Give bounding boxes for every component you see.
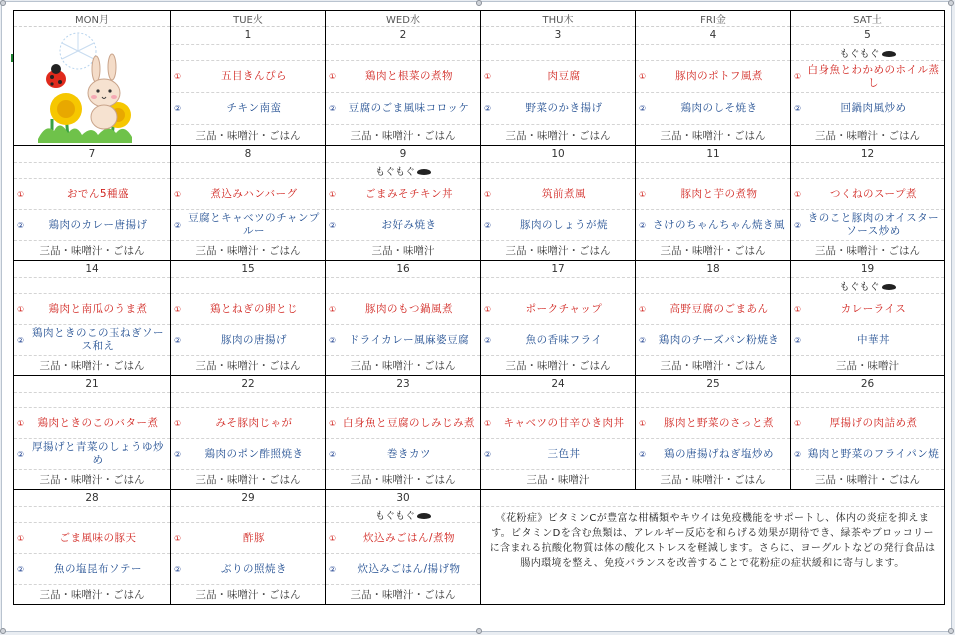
event-cell (636, 44, 791, 61)
dish-number-2: ② (484, 104, 492, 114)
side-dish-cell: 三品・味噌汁・ごはん (326, 125, 481, 146)
dish-number-2: ② (794, 449, 802, 459)
menu-cell[interactable] (171, 179, 326, 210)
main-dish-2: チキン南蛮 (226, 102, 282, 115)
menu-cell[interactable] (791, 179, 945, 210)
dish-number-2: ② (794, 220, 802, 230)
mogumogu-label: もぐもぐ (375, 511, 415, 522)
mogumogu-swirl-icon (417, 513, 431, 519)
date-row (14, 146, 945, 163)
main-dish-1: 炊込みごはん/煮物 (362, 531, 456, 544)
dish-number-2: ② (639, 335, 647, 345)
main-dish-1: ポークチャップ (525, 302, 603, 315)
menu-cell[interactable] (171, 408, 326, 439)
menu-cell[interactable] (481, 294, 636, 325)
menu-calendar-table (13, 10, 945, 605)
dish-number-2: ② (794, 104, 802, 114)
side-dish-cell: 三品・味噌汁・ごはん (481, 125, 636, 146)
main-dish-2: 鶏肉ときのこの玉ねぎソース和え (32, 327, 164, 352)
side-dish-cell: 三品・味噌汁・ごはん (326, 356, 481, 376)
date-cell: 7 (14, 146, 171, 163)
main-dish-1: 豚肉と野菜のさっと煮 (664, 416, 774, 429)
date-cell: 25 (636, 376, 791, 393)
dish-number-2: ② (639, 104, 647, 114)
date-row (14, 376, 945, 393)
main-dish-2: 豚肉の唐揚げ (221, 333, 287, 346)
mogumogu-swirl-icon (417, 169, 431, 175)
event-cell (636, 278, 791, 294)
main-dish-1: つくねのスープ煮 (830, 187, 917, 200)
dish-number-2: ② (639, 220, 647, 230)
date-cell: 10 (481, 146, 636, 163)
dish-number-1: ① (794, 189, 802, 199)
corner-handle-icon[interactable] (948, 628, 954, 634)
event-cell (14, 163, 171, 179)
main-dish-2: 回鍋肉風炒め (840, 102, 907, 115)
corner-handle-icon[interactable] (948, 0, 954, 6)
dish-number-1: ① (174, 304, 182, 314)
main-dish-2: 野菜のかき揚げ (525, 102, 603, 115)
side-dish-cell: 三品・味噌汁・ごはん (636, 241, 791, 261)
event-cell (171, 507, 326, 523)
date-cell: 5 (791, 27, 945, 45)
date-cell: 14 (14, 261, 171, 278)
date-cell: 30 (326, 490, 481, 507)
menu-cell[interactable] (636, 210, 791, 241)
dish-number-2: ② (329, 335, 337, 345)
side-dish-cell: 三品・味噌汁・ごはん (171, 470, 326, 490)
side-dish-cell: 三品・味噌汁 (326, 241, 481, 261)
event-row (14, 163, 945, 179)
main-dish-2: 中華丼 (857, 333, 890, 346)
event-cell (171, 163, 326, 179)
date-cell: 18 (636, 261, 791, 278)
date-row (14, 261, 945, 278)
event-cell (481, 163, 636, 179)
main-dish-2: 炊込みごはん/揚げ物 (357, 562, 461, 575)
event-row (14, 507, 945, 523)
menu-cell[interactable] (481, 61, 636, 93)
dish-number-1: ① (174, 189, 182, 199)
menu-cell[interactable] (326, 210, 481, 241)
main-dish-2: 鶏肉のカレー唐揚げ (48, 218, 148, 231)
date-cell: 11 (636, 146, 791, 163)
dish-number-1: ① (174, 533, 182, 543)
side-dish-cell: 三品・味噌汁・ごはん (171, 241, 326, 261)
date-cell: 26 (791, 376, 945, 393)
main-dish-1: ごまみそチキン丼 (365, 187, 453, 200)
menu-cell[interactable] (636, 179, 791, 210)
dish-number-2: ② (17, 220, 25, 230)
main-dish-1: キャベツの甘辛ひき肉丼 (503, 416, 625, 429)
side-dish-cell: 三品・味噌汁・ごはん (791, 241, 945, 261)
dish-number-2: ② (329, 220, 337, 230)
dish-number-2: ② (484, 449, 492, 459)
event-cell (14, 507, 171, 523)
menu-cell[interactable] (14, 179, 171, 210)
event-cell (481, 44, 636, 61)
dish-number-1: ① (329, 418, 337, 428)
menu-cell[interactable] (14, 439, 171, 470)
main-dish-1: ごま風味の豚天 (59, 531, 137, 544)
event-cell (326, 507, 481, 523)
mogumogu-swirl-icon (882, 51, 896, 57)
weekday-header: MON月 (14, 11, 171, 27)
event-cell (326, 393, 481, 408)
main-dish-1: 酢豚 (243, 531, 265, 544)
main-dish-2: ぶりの照焼き (221, 562, 287, 575)
date-cell: 12 (791, 146, 945, 163)
corner-handle-icon[interactable] (0, 628, 6, 634)
dish-number-2: ② (17, 449, 25, 459)
event-cell (326, 44, 481, 61)
menu-cell[interactable] (326, 61, 481, 93)
event-cell (481, 278, 636, 294)
dish-number-1: ① (794, 72, 802, 82)
event-cell (326, 163, 481, 179)
menu-cell[interactable] (326, 93, 481, 125)
menu-cell[interactable] (636, 439, 791, 470)
side-dish-cell: 三品・味噌汁 (791, 356, 945, 376)
date-cell: 8 (171, 146, 326, 163)
dish-number-1: ① (639, 418, 647, 428)
menu-cell[interactable] (326, 294, 481, 325)
menu-cell[interactable] (326, 408, 481, 439)
main-dish-1: 厚揚げの肉詰め煮 (829, 416, 918, 429)
menu-cell[interactable] (171, 93, 326, 125)
side-dish-cell: 三品・味噌汁・ごはん (791, 470, 945, 490)
menu-cell[interactable] (481, 93, 636, 125)
dish-number-1: ① (174, 72, 182, 82)
side-dish-cell: 三品・味噌汁・ごはん (636, 125, 791, 146)
dish-number-1: ① (639, 72, 647, 82)
main-dish-1: 筑前煮風 (542, 187, 586, 200)
menu-cell[interactable] (171, 523, 326, 554)
date-row (14, 490, 945, 507)
menu-cell[interactable] (636, 93, 791, 125)
date-cell: 17 (481, 261, 636, 278)
main-dish-2: 鶏肉と野菜のフライパン焼 (807, 447, 940, 460)
side-dish-cell: 三品・味噌汁・ごはん (14, 356, 171, 376)
event-cell (171, 393, 326, 408)
menu-cell[interactable] (481, 210, 636, 241)
menu-cell[interactable] (791, 61, 945, 93)
date-cell: 2 (326, 27, 481, 45)
weekday-header: THU木 (481, 11, 636, 27)
dish-number-1: ① (639, 304, 647, 314)
weekday-header: WED水 (326, 11, 481, 27)
date-row (14, 27, 945, 45)
event-row (14, 393, 945, 408)
dish-number-2: ② (174, 220, 182, 230)
spreadsheet-frame (1, 1, 952, 632)
mogumogu-swirl-icon (882, 284, 896, 290)
menu-cell[interactable] (326, 439, 481, 470)
main-dish-1: カレーライス (840, 302, 907, 315)
dish-number-1: ① (329, 72, 337, 82)
main-dish-2: きのこと豚肉のオイスターソース炒め (807, 212, 940, 237)
dish-number-1: ① (484, 304, 492, 314)
date-cell: 29 (171, 490, 326, 507)
dish-number-1: ① (329, 533, 337, 543)
dish-number-1: ① (174, 418, 182, 428)
main-dish-2: 三色丼 (547, 447, 581, 460)
main-dish-1: 煮込みハンバーグ (210, 187, 298, 200)
event-cell (14, 278, 171, 294)
menu-cell[interactable] (791, 439, 945, 470)
event-cell (171, 278, 326, 294)
date-cell: 1 (171, 27, 326, 45)
menu-cell[interactable] (636, 61, 791, 93)
side-dish-cell: 三品・味噌汁 (481, 470, 636, 490)
menu-cell[interactable] (791, 294, 945, 325)
main-dish-2-row (14, 439, 945, 470)
dish-number-1: ① (794, 418, 802, 428)
dish-number-2: ② (329, 564, 337, 574)
main-dish-2-row (14, 325, 945, 356)
main-dish-1: 鶏肉と南瓜のうま煮 (48, 302, 148, 315)
menu-cell[interactable] (636, 325, 791, 356)
side-dish-cell: 三品・味噌汁・ごはん (326, 470, 481, 490)
menu-cell[interactable] (171, 294, 326, 325)
dish-number-1: ① (17, 304, 25, 314)
weekday-header: SAT土 (791, 11, 945, 27)
main-dish-1: おでん5種盛 (66, 187, 130, 200)
dish-number-1: ① (17, 418, 25, 428)
menu-cell[interactable] (171, 554, 326, 585)
menu-cell[interactable] (14, 294, 171, 325)
main-dish-2: 鶏の唐揚げねぎ塩炒め (664, 447, 774, 460)
event-cell (326, 278, 481, 294)
spring-illustration (32, 27, 152, 145)
dish-number-2: ② (639, 449, 647, 459)
date-cell: 21 (14, 376, 171, 393)
weekday-header: TUE火 (171, 11, 326, 27)
dish-number-1: ① (329, 304, 337, 314)
side-dish-cell: 三品・味噌汁・ごはん (481, 241, 636, 261)
menu-cell[interactable] (791, 325, 945, 356)
main-dish-2: 魚の塩昆布ソテー (54, 562, 142, 575)
dish-number-1: ① (639, 189, 647, 199)
dish-number-2: ② (17, 564, 25, 574)
menu-cell[interactable] (171, 61, 326, 93)
main-dish-1: 高野豆腐のごまあん (669, 302, 769, 315)
date-cell: 22 (171, 376, 326, 393)
main-dish-2: 鶏肉のチーズパン粉焼き (658, 333, 780, 346)
main-dish-1-row (14, 294, 945, 325)
side-dish-cell: 三品・味噌汁・ごはん (14, 585, 171, 605)
dish-number-1: ① (484, 189, 492, 199)
event-cell (791, 393, 945, 408)
menu-cell[interactable] (481, 439, 636, 470)
event-cell (636, 163, 791, 179)
menu-cell[interactable] (481, 325, 636, 356)
menu-cell[interactable] (326, 179, 481, 210)
corner-handle-icon[interactable] (476, 0, 482, 6)
main-dish-1-row (14, 179, 945, 210)
main-dish-1: 豚肉のポトフ風煮 (675, 70, 763, 83)
dish-number-2: ② (174, 104, 182, 114)
event-cell (14, 393, 171, 408)
dish-number-2: ② (484, 335, 492, 345)
side-dish-cell: 三品・味噌汁・ごはん (14, 470, 171, 490)
weekday-header-row (14, 11, 945, 27)
menu-cell[interactable] (791, 210, 945, 241)
side-dish-cell: 三品・味噌汁・ごはん (326, 585, 481, 605)
side-dish-row (14, 356, 945, 376)
main-dish-2: 鶏肉のしそ焼き (680, 102, 758, 115)
menu-cell[interactable] (14, 554, 171, 585)
menu-cell[interactable] (326, 523, 481, 554)
pollen-allergy-note: 《花粉症》ビタミンCが豊富な柑橘類やキウイは免疫機能をサポートし、体内の炎症を抑えます。ビタミンDを含む魚類は、アレルギー反応を和らげる効果が期待でき、緑茶やブロッコリーに含まれる抗酸化物質は体の酸化ストレスを軽減します。さらに、ヨーグルトなどの発行食品は腸内環境を整え、免疫バランスを改善することで花粉症の症状緩和に寄与します。 (481, 507, 945, 605)
date-cell: 4 (636, 27, 791, 45)
event-cell (171, 44, 326, 61)
date-cell: 16 (326, 261, 481, 278)
side-dish-cell: 三品・味噌汁・ごはん (636, 470, 791, 490)
main-dish-1: みそ豚肉じゃが (215, 416, 293, 429)
main-dish-1: 五目きんぴら (221, 70, 287, 83)
date-cell: 24 (481, 376, 636, 393)
illustration-cell (14, 27, 171, 146)
corner-handle-icon[interactable] (0, 0, 6, 6)
menu-cell[interactable] (14, 210, 171, 241)
menu-cell[interactable] (171, 210, 326, 241)
date-cell: 19 (791, 261, 945, 278)
event-cell (636, 393, 791, 408)
menu-cell[interactable] (791, 408, 945, 439)
menu-cell[interactable] (481, 179, 636, 210)
dish-number-2: ② (174, 335, 182, 345)
menu-cell[interactable] (14, 325, 171, 356)
main-dish-1: 豚肉と芋の煮物 (680, 187, 758, 200)
dish-number-2: ② (174, 564, 182, 574)
dish-number-2: ② (794, 335, 802, 345)
main-dish-1: 白身魚とわかめのホイル蒸し (807, 63, 940, 89)
dish-number-2: ② (484, 220, 492, 230)
main-dish-1: 鶏肉と根菜の煮物 (365, 70, 453, 83)
event-cell (481, 393, 636, 408)
row-selection-marker (11, 54, 15, 62)
dish-number-1: ① (17, 189, 25, 199)
dish-number-1: ① (484, 418, 492, 428)
date-cell: 9 (326, 146, 481, 163)
side-dish-cell: 三品・味噌汁・ごはん (481, 356, 636, 376)
menu-cell[interactable] (636, 294, 791, 325)
side-dish-row (14, 241, 945, 261)
dish-number-1: ① (17, 533, 25, 543)
menu-cell[interactable] (14, 523, 171, 554)
main-dish-1-row (14, 408, 945, 439)
weekday-header: FRI金 (636, 11, 791, 27)
side-dish-cell: 三品・味噌汁・ごはん (171, 125, 326, 146)
event-cell (791, 44, 945, 61)
menu-cell[interactable] (791, 93, 945, 125)
dish-number-2: ② (329, 104, 337, 114)
dish-number-2: ② (174, 449, 182, 459)
menu-cell[interactable] (326, 325, 481, 356)
main-dish-2: 魚の香味フライ (525, 333, 603, 346)
dish-number-2: ② (17, 335, 25, 345)
menu-cell[interactable] (14, 408, 171, 439)
side-dish-cell: 三品・味噌汁・ごはん (14, 241, 171, 261)
dish-number-2: ② (329, 449, 337, 459)
menu-cell[interactable] (481, 408, 636, 439)
side-dish-row (14, 470, 945, 490)
event-cell (791, 278, 945, 294)
main-dish-2: 厚揚げと青菜のしょうゆ炒め (32, 441, 164, 466)
menu-cell[interactable] (171, 325, 326, 356)
main-dish-1: 鶏とねぎの卵とじ (210, 302, 298, 315)
menu-cell[interactable] (326, 554, 481, 585)
main-dish-1: 豚肉のもつ鍋風煮 (365, 302, 453, 315)
main-dish-1: 肉豆腐 (547, 70, 581, 83)
main-dish-2: 豆腐のごま風味コロッケ (348, 102, 470, 115)
side-dish-cell: 三品・味噌汁・ごはん (791, 125, 945, 146)
main-dish-1: 白身魚と豆腐のしみじみ煮 (343, 416, 475, 429)
menu-cell[interactable] (636, 408, 791, 439)
mogumogu-label: もぐもぐ (839, 282, 880, 293)
side-dish-cell: 三品・味噌汁・ごはん (171, 356, 326, 376)
date-cell: 15 (171, 261, 326, 278)
side-dish-cell: 三品・味噌汁・ごはん (171, 585, 326, 605)
event-cell (791, 163, 945, 179)
corner-handle-icon[interactable] (476, 628, 482, 634)
dish-number-1: ① (484, 72, 492, 82)
mogumogu-label: もぐもぐ (839, 48, 880, 60)
mogumogu-label: もぐもぐ (375, 167, 415, 178)
menu-cell[interactable] (171, 439, 326, 470)
rabbit-icon (88, 54, 120, 129)
main-dish-2: 巻きカツ (387, 447, 431, 460)
main-dish-2: さけのちゃんちゃん焼き風 (653, 218, 785, 231)
main-dish-2: 豆腐とキャベツのチャンプルー (188, 212, 320, 237)
event-row (14, 278, 945, 294)
main-dish-2: 鶏肉のポン酢照焼き (204, 447, 304, 460)
side-dish-cell: 三品・味噌汁・ごはん (636, 356, 791, 376)
main-dish-2: お好み焼き (381, 218, 437, 231)
main-dish-1: 鶏肉ときのこのバター煮 (37, 416, 159, 429)
dish-number-1: ① (794, 304, 802, 314)
main-dish-2: 豚肉のしょうが焼 (520, 218, 608, 231)
blank-cell (481, 490, 945, 507)
main-dish-2: ドライカレー風麻婆豆腐 (348, 333, 470, 346)
date-cell: 28 (14, 490, 171, 507)
ladybug-icon (46, 64, 66, 88)
date-cell: 3 (481, 27, 636, 45)
date-cell: 23 (326, 376, 481, 393)
main-dish-2-row (14, 210, 945, 241)
dish-number-1: ① (329, 189, 337, 199)
